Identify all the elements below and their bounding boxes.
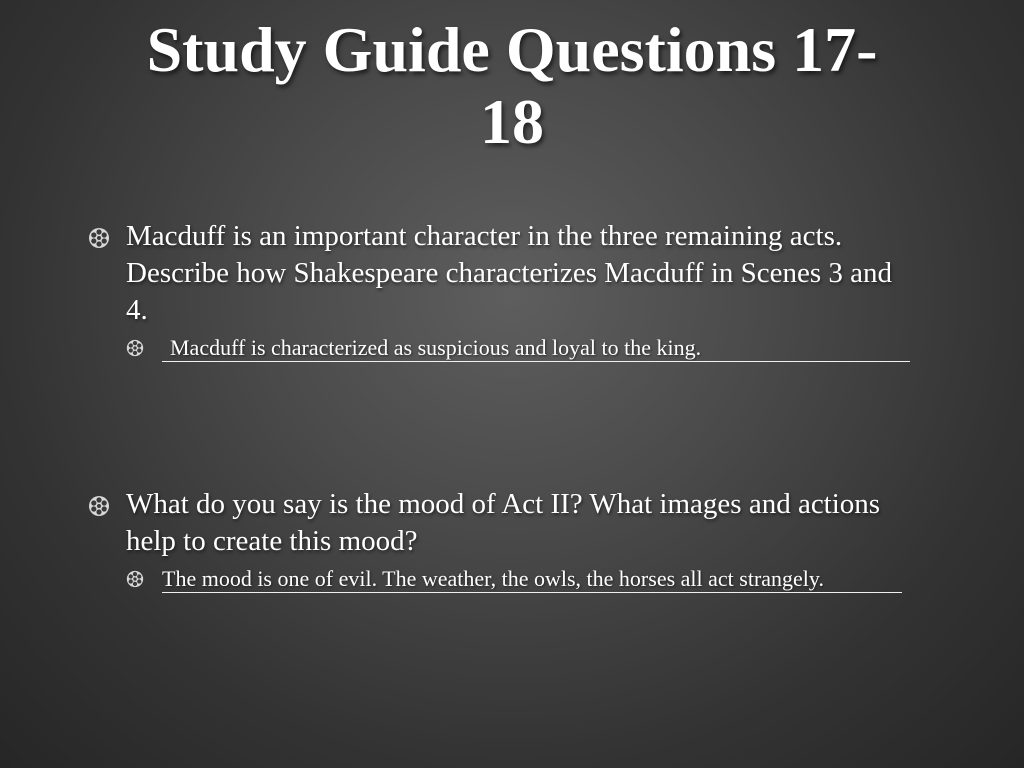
answer-text-1 (162, 333, 910, 363)
answer-value-2: The mood is one of evil. The weather, the owls, the horses all act strangely. (162, 566, 824, 591)
answer-underline-1 (162, 361, 910, 362)
answer-item-2 (126, 564, 918, 594)
film-reel-icon (88, 227, 110, 249)
question-item-1 (88, 218, 918, 329)
film-reel-icon (88, 495, 110, 517)
question-item-2 (88, 486, 918, 560)
question-text-1: Macduff is an important character in the three remaining acts. Describe how Shakespeare characterizes Macduff in Scenes 3 and 4. (126, 220, 893, 326)
answer-underline-2 (162, 592, 902, 593)
film-reel-icon (126, 570, 144, 588)
film-reel-icon (126, 339, 144, 357)
answer-item-1 (126, 333, 918, 363)
question-block-2 (88, 486, 918, 594)
answer-text-2 (162, 564, 902, 594)
slide-title-line-1: Study Guide Questions 17- (146, 14, 878, 85)
question-block-1 (88, 218, 918, 363)
slide-title (60, 14, 964, 158)
slide-title-line-2: 18 (480, 86, 544, 157)
answer-value-1: Macduff is characterized as suspicious and loyal to the king. (170, 335, 702, 360)
question-text-2: What do you say is the mood of Act II? What images and actions help to create this mood? (126, 488, 881, 557)
